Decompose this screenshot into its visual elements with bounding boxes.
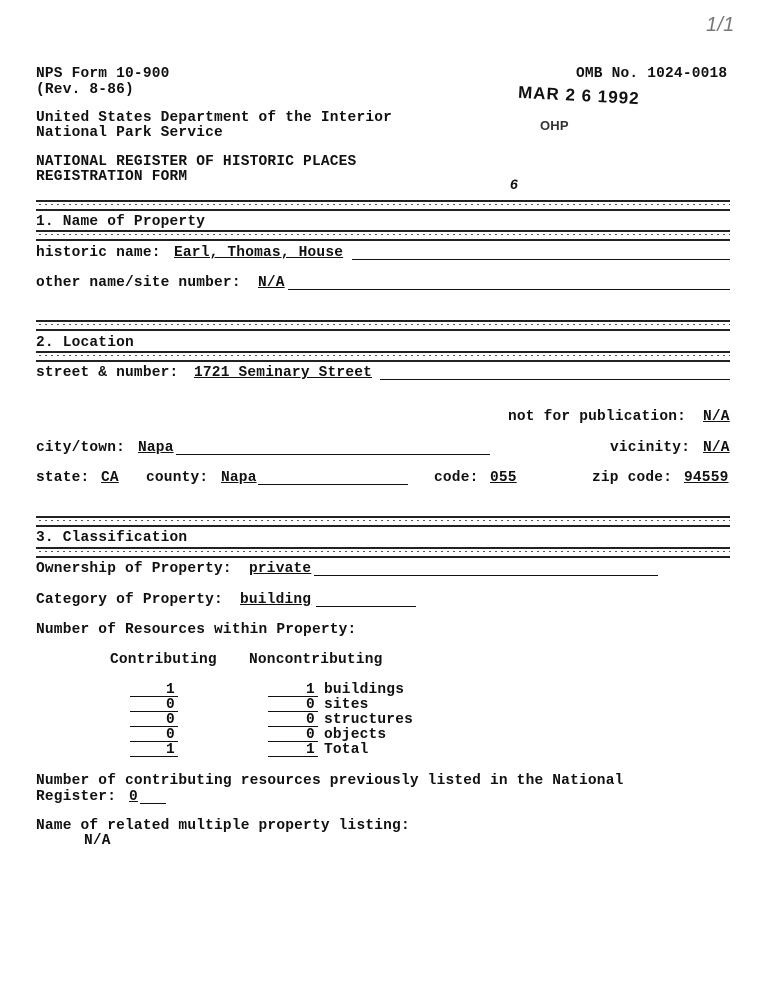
section3-heading: 3. Classification: [36, 530, 188, 546]
contributing-count: 0: [166, 697, 175, 713]
resource-type-label: Total: [324, 742, 369, 758]
register-title: NATIONAL REGISTER OF HISTORIC PLACES: [36, 154, 357, 170]
multiple-property-value: N/A: [84, 833, 111, 849]
zip-label: zip code:: [592, 470, 673, 486]
noncontributing-column-header: Noncontributing: [249, 652, 383, 668]
multiple-property-label: Name of related multiple property listing:: [36, 818, 410, 834]
register-label: Register:: [36, 789, 117, 805]
street-value: 1721 Seminary Street: [194, 365, 373, 381]
category-value: building: [240, 592, 312, 608]
noncontributing-count: 0: [306, 712, 315, 728]
city-value: Napa: [138, 440, 174, 456]
code-value: 055: [490, 470, 517, 486]
not-for-publication-label: not for publication:: [508, 409, 687, 425]
contributing-total: 1: [166, 742, 175, 758]
service-name: National Park Service: [36, 125, 223, 141]
form-number: NPS Form 10-900: [36, 66, 170, 82]
omb-number: OMB No. 1024-0018: [576, 66, 728, 82]
section2-heading: 2. Location: [36, 335, 134, 351]
vicinity-label: vicinity:: [610, 440, 691, 456]
section-divider: [36, 230, 730, 241]
fill-line: [258, 484, 408, 485]
section-divider: [36, 351, 730, 362]
noncontributing-count: 0: [306, 697, 315, 713]
noncontributing-total: 1: [306, 742, 315, 758]
resource-type-label: buildings: [324, 682, 405, 698]
ohp-stamp: OHP: [540, 118, 569, 133]
fill-line: [380, 379, 730, 380]
vicinity-value: N/A: [703, 440, 730, 456]
form-title: REGISTRATION FORM: [36, 169, 188, 185]
handwritten-mark: 6: [510, 176, 518, 192]
section-divider: [36, 516, 730, 527]
county-value: Napa: [221, 470, 257, 486]
contributing-count: 1: [166, 682, 175, 698]
section-divider: [36, 547, 730, 558]
contributing-count: 0: [166, 712, 175, 728]
fill-line: [314, 575, 658, 576]
section-divider: [36, 200, 730, 211]
fill-line: [288, 289, 730, 290]
zip-value: 94559: [684, 470, 729, 486]
resource-type-label: structures: [324, 712, 414, 728]
street-label: street & number:: [36, 365, 179, 381]
other-name-value: N/A: [258, 275, 285, 291]
resource-type-label: sites: [324, 697, 369, 713]
county-label: county:: [146, 470, 209, 486]
fill-line: [140, 803, 166, 804]
state-label: state:: [36, 470, 90, 486]
other-name-label: other name/site number:: [36, 275, 241, 291]
noncontributing-count: 0: [306, 727, 315, 743]
fill-line: [176, 454, 490, 455]
state-value: CA: [101, 470, 119, 486]
category-label: Category of Property:: [36, 592, 223, 608]
city-label: city/town:: [36, 440, 126, 456]
department-name: United States Department of the Interior: [36, 110, 393, 126]
form-revision: (Rev. 8-86): [36, 82, 134, 98]
section-divider: [36, 320, 730, 331]
resource-type-label: objects: [324, 727, 387, 743]
resources-label: Number of Resources within Property:: [36, 622, 357, 638]
ownership-label: Ownership of Property:: [36, 561, 232, 577]
fill-line: [352, 259, 730, 260]
contributing-column-header: Contributing: [110, 652, 217, 668]
historic-name-label: historic name:: [36, 245, 161, 261]
contributing-count: 0: [166, 727, 175, 743]
code-label: code:: [434, 470, 479, 486]
previously-listed-value: 0: [129, 789, 138, 805]
historic-name-value: Earl, Thomas, House: [174, 245, 344, 261]
ownership-value: private: [249, 561, 312, 577]
noncontributing-count: 1: [306, 682, 315, 698]
not-for-publication-value: N/A: [703, 409, 730, 425]
section1-heading: 1. Name of Property: [36, 214, 206, 230]
received-date-stamp: MAR 2 6 1992: [517, 82, 641, 109]
previously-listed-label: Number of contributing resources previously listed in the National: [36, 773, 624, 789]
corner-handwriting: 1/1: [706, 14, 735, 36]
fill-line: [316, 606, 416, 607]
